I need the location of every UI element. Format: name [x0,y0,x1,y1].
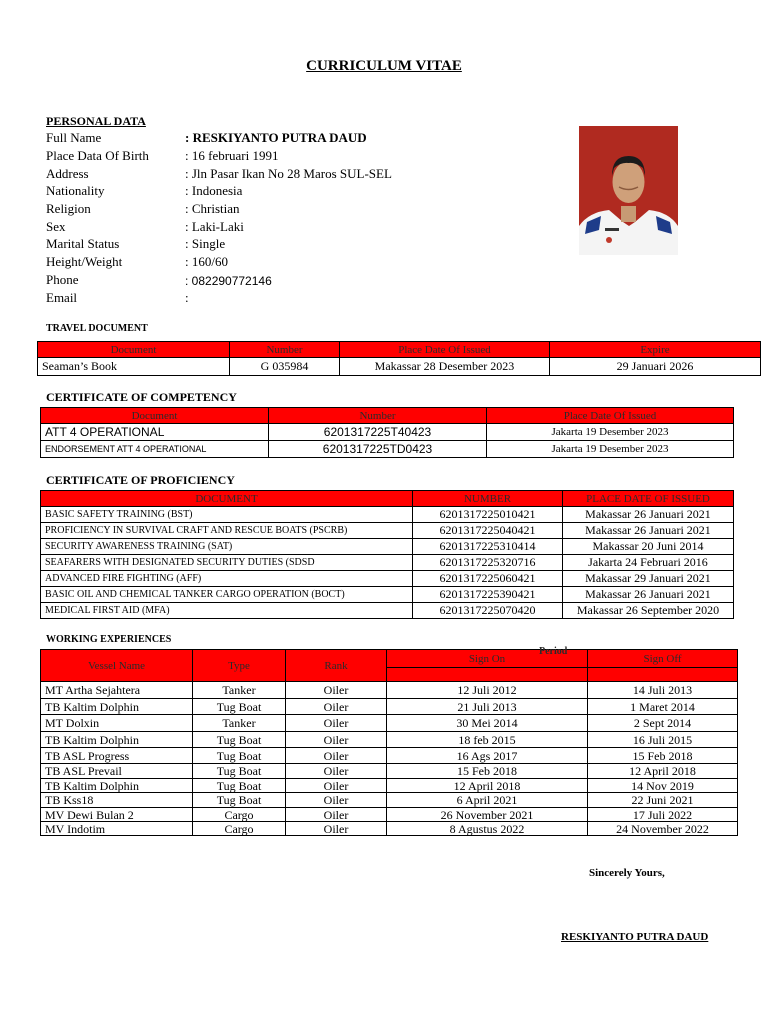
personal-value: : Indonesia [185,183,243,198]
table-row [41,732,738,748]
table-cell: MV Dewi Bulan 2 [41,808,193,822]
table-cell: Seaman’s Book [38,358,230,376]
table-cell: MT Dolxin [41,715,193,732]
table-cell: Makassar 26 Januari 2021 [563,507,734,523]
table-cell: MEDICAL FIRST AID (MFA) [41,603,413,619]
table-cell: TB ASL Prevail [41,764,193,779]
table-cell: PROFICIENCY IN SURVIVAL CRAFT AND RESCUE BOATS (PSCRB) [41,523,413,539]
table-row [41,748,738,764]
table-cell: Oiler [286,748,387,764]
table-cell: Oiler [286,732,387,748]
personal-label: Full Name [46,130,102,145]
personal-value: : Christian [185,201,240,216]
table-cell: Tug Boat [193,793,286,808]
table-row [41,808,738,822]
table-row [41,555,734,571]
table-cell: 21 Juli 2013 [387,699,588,715]
table-cell: 6201317225060421 [413,571,563,587]
table-cell: MV Indotim [41,822,193,836]
table-row [41,523,734,539]
table-cell: Oiler [286,779,387,793]
proficiency-heading: CERTIFICATE OF PROFICIENCY [46,473,235,487]
table-cell: 15 Feb 2018 [588,748,738,764]
table-cell: TB Kss18 [41,793,193,808]
table-cell: Makassar 26 Januari 2021 [563,523,734,539]
personal-label: Height/Weight [46,254,123,269]
table-row [41,441,734,458]
table-cell: MT Artha Sejahtera [41,682,193,699]
col-document: Document [41,408,269,424]
table-cell: TB Kaltim Dolphin [41,732,193,748]
table-cell: 14 Juli 2013 [588,682,738,699]
table-cell: 15 Feb 2018 [387,764,588,779]
personal-label: Email [46,290,78,305]
table-cell: 29 Januari 2026 [550,358,761,376]
personal-label: Place Data Of Birth [46,148,149,163]
personal-value: : [185,290,189,305]
table-cell: BASIC SAFETY TRAINING (BST) [41,507,413,523]
table-cell: 17 Juli 2022 [588,808,738,822]
table-row [41,793,738,808]
working-experiences-heading: WORKING EXPERIENCES [46,634,172,645]
table-cell: 12 April 2018 [588,764,738,779]
table-cell: 6201317225320716 [413,555,563,571]
col-expire: Expire [550,342,761,358]
working-experiences-table [40,646,738,836]
table-cell: 6 April 2021 [387,793,588,808]
table-cell: Cargo [193,808,286,822]
table-cell: Tanker [193,682,286,699]
table-row [41,779,738,793]
col-vessel-name: Vessel Name [41,650,193,682]
table-cell: 6201317225390421 [413,587,563,603]
table-cell: 6201317225070420 [413,603,563,619]
table-cell: Tanker [193,715,286,732]
col-place-date: Place Date Of Issued [340,342,550,358]
table-cell: BASIC OIL AND CHEMICAL TANKER CARGO OPERATION (BOCT) [41,587,413,603]
table-cell: ADVANCED FIRE FIGHTING (AFF) [41,571,413,587]
table-cell: 18 feb 2015 [387,732,588,748]
table-row [41,603,734,619]
sign-on-label: Sign On [468,652,506,665]
table-cell: Tug Boat [193,764,286,779]
table-cell: 6201317225040421 [413,523,563,539]
table-cell: Makassar 26 Januari 2021 [563,587,734,603]
table-cell: TB Kaltim Dolphin [41,699,193,715]
table-cell: Oiler [286,822,387,836]
table-cell: 12 Juli 2012 [387,682,588,699]
competency-table [40,407,734,458]
table-row [41,764,738,779]
table-cell: 6201317225010421 [413,507,563,523]
table-row [41,507,734,523]
person-photo-icon [579,126,678,255]
personal-data-heading: PERSONAL DATA [46,114,146,128]
personal-label: Phone [46,272,79,287]
table-cell: 14 Nov 2019 [588,779,738,793]
table-cell: 6201317225TD0423 [269,441,487,458]
table-cell: 1 Maret 2014 [588,699,738,715]
personal-value: : Single [185,236,226,251]
signature-name: RESKIYANTO PUTRA DAUD [561,931,709,943]
table-cell: Oiler [286,764,387,779]
table-cell: Jakarta 19 Desember 2023 [487,424,734,441]
table-cell: 26 November 2021 [387,808,588,822]
table-cell: SEAFARERS WITH DESIGNATED SECURITY DUTIES (SDSD [41,555,413,571]
table-cell: Oiler [286,699,387,715]
table-cell: 8 Agustus 2022 [387,822,588,836]
table-cell: ENDORSEMENT ATT 4 OPERATIONAL [41,441,269,458]
table-cell: Makassar 28 Desember 2023 [340,358,550,376]
personal-value: : RESKIYANTO PUTRA DAUD [185,130,367,145]
table-cell: 16 Ags 2017 [387,748,588,764]
table-cell: 16 Juli 2015 [588,732,738,748]
table-row [41,571,734,587]
table-cell: Cargo [193,822,286,836]
table-cell: Makassar 26 September 2020 [563,603,734,619]
table-cell: Oiler [286,715,387,732]
personal-label: Religion [46,201,91,216]
col-place-date: Place Date Of Issued [487,408,734,424]
col-document: Document [38,342,230,358]
table-cell: SECURITY AWARENESS TRAINING (SAT) [41,539,413,555]
col-number: NUMBER [413,491,563,507]
table-row [41,822,738,836]
table-cell: Tug Boat [193,748,286,764]
table-cell: 24 November 2022 [588,822,738,836]
travel-document-heading: TRAVEL DOCUMENT [46,323,148,334]
table-cell: Jakarta 24 Februari 2016 [563,555,734,571]
table-row [38,358,761,376]
col-sign-off: Sign Off [588,650,738,668]
page-title: CURRICULUM VITAE [306,58,462,74]
header-spacer [588,668,738,682]
travel-document-table [37,341,761,376]
table-cell: Oiler [286,682,387,699]
table-cell: Oiler [286,808,387,822]
col-place-date: PLACE DATE OF ISSUED [563,491,734,507]
col-rank: Rank [286,650,387,682]
personal-label: Sex [46,219,66,234]
table-cell: Tug Boat [193,732,286,748]
table-row [41,424,734,441]
header-spacer [387,668,588,682]
personal-label: Marital Status [46,236,120,251]
table-cell: ATT 4 OPERATIONAL [41,424,269,441]
col-number: Number [269,408,487,424]
table-cell: 6201317225T40423 [269,424,487,441]
personal-value: : 082290772146 [185,274,272,288]
competency-heading: CERTIFICATE OF COMPETENCY [46,390,237,404]
table-cell: Tug Boat [193,779,286,793]
table-cell: Makassar 20 Juni 2014 [563,539,734,555]
table-cell: 12 April 2018 [387,779,588,793]
profile-photo [579,126,678,255]
table-cell: Makassar 29 Januari 2021 [563,571,734,587]
period-label: Period [539,646,568,657]
col-document: DOCUMENT [41,491,413,507]
col-type: Type [193,650,286,682]
col-number: Number [230,342,340,358]
sincerely-text: Sincerely Yours, [589,867,665,879]
personal-value: : 16 februari 1991 [185,148,279,163]
col-sign-on [387,646,588,668]
table-row [41,682,738,699]
table-row [41,539,734,555]
personal-label: Nationality [46,183,105,198]
personal-value: : 160/60 [185,254,228,269]
personal-value: : Laki-Laki [185,219,244,234]
personal-value: : Jln Pasar Ikan No 28 Maros SUL-SEL [185,166,392,181]
table-cell: 30 Mei 2014 [387,715,588,732]
personal-label: Address [46,166,89,181]
table-cell: Tug Boat [193,699,286,715]
table-cell: 22 Juni 2021 [588,793,738,808]
table-cell: 6201317225310414 [413,539,563,555]
table-cell: Oiler [286,793,387,808]
proficiency-table [40,490,734,619]
table-cell: Jakarta 19 Desember 2023 [487,441,734,458]
table-row [41,699,738,715]
table-cell: 2 Sept 2014 [588,715,738,732]
table-row [41,715,738,732]
table-cell: TB Kaltim Dolphin [41,779,193,793]
table-cell: TB ASL Progress [41,748,193,764]
table-cell: G 035984 [230,358,340,376]
table-row [41,587,734,603]
